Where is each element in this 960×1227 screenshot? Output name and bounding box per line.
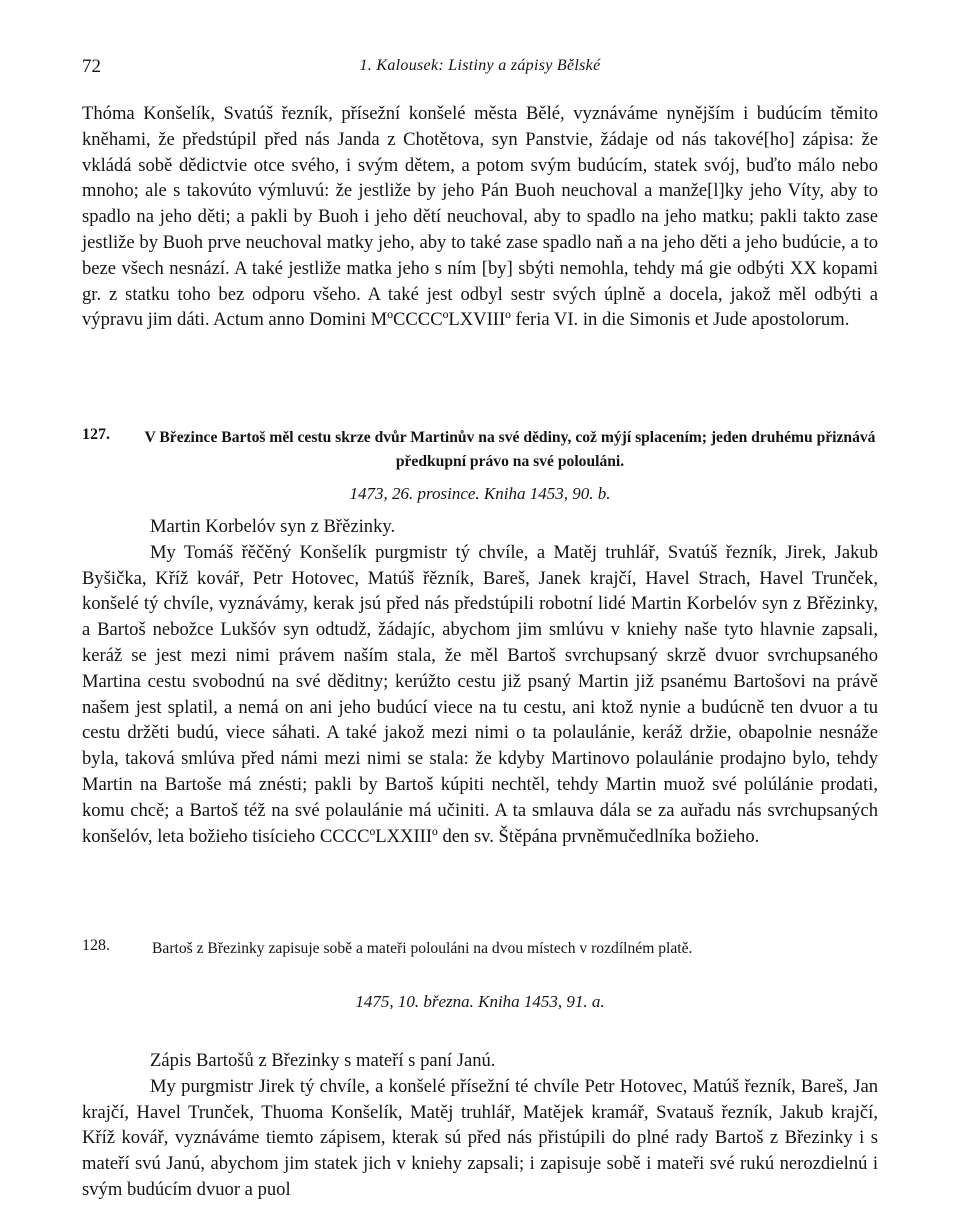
page-number: 72 [82, 56, 101, 77]
paragraph-126-continuation [82, 101, 878, 333]
entry-number: 128. [82, 937, 110, 954]
entry-subheading: Martin Korbelóv syn z Břězinky. [150, 516, 396, 537]
entry-127-heading [82, 426, 878, 474]
paragraph-text: Thóma Konšelík, Svatúš řezník, přísežní konšelé města Bělé, vyznáváme nynějším i budúcím těmito kněhami, že předstúpil před nás Janda z Chotětova, syn Panstvie, žádaje od nás takové[ho] zápisa: že vkládá sobě dědictvie otce svého, i svým dětem, a potom svým budúcím, statek svój, buďto málo nebo mnoho; ale s takovúto výmluvú: že jestliže by jeho Pán Buoh neuchoval a manže[l]ky jeho Víty, aby to spadlo na jeho děti; a pakli by Buoh i jeho dětí neuchoval, aby to spadlo na jeho matku; pakli takto zase jestliže by Buoh prve neuchoval matky jeho, aby to také zase spadlo naň a na jeho děti a jeho budúcie, a to beze všech nesnází. A také jestliže matka jeho s ním [by] sbýti nemohla, tehdy má gie odbýti XX kopami gr. z statku toho bez odporu všeho. A také jest odbyl sestr svých úplně a docela, jakož měl odbýti a výpravu jim dáti. Actum anno Domini MºCCCCºLXVIIIº feria VI. in die Simonis et Jude apostolorum. [82, 103, 878, 331]
page-header [82, 56, 878, 86]
entry-number: 127. [82, 426, 110, 443]
entry-128-date: 1475, 10. března. Kniha 1453, 91. a. [355, 992, 605, 1011]
entry-text: My purgmistr Jirek tý chvíle, a konšelé přísežní té chvíle Petr Hotovec, Matúš řezník, Bareš, Jan krajčí, Havel Trunček, Thuoma Konšelík, Matěj truhlář, Matějek kramář, Svatauš řezník, Jakub krajčí, Kříž kovář, vyznáváme tiemto zápisem, kterak sú před nás přistúpili do plné rady Bartoš z Březinky i s mateří svú Janú, abychom jim statek jich v kniehy zapsali; i zapisuje sobě i mateři své rukú nerozdielnú i svým budúcím dvuor a puol [82, 1075, 878, 1200]
entry-127-body [82, 514, 878, 849]
entry-title: V Březince Bartoš měl cestu skrze dvůr Martinův na své dědiny, což mýjí splacením; jeden druhému přiznává předkupní právo na své polouláni. [144, 429, 876, 470]
entry-128-heading [82, 937, 878, 961]
entry-127-date: 1473, 26. prosince. Kniha 1453, 90. b. [349, 484, 611, 503]
entry-title: Bartoš z Březinky zapisuje sobě a mateři polouláni na dvou místech v rozdílném platě. [152, 940, 693, 957]
entry-text: My Tomáš řěčěný Konšelík purgmistr tý chvíle, a Matěj truhlář, Svatúš řezník, Jirek, Jakub Byšička, Kříž kovář, Petr Hotovec, Matúš řězník, Bareš, Janek krajčí, Havel Strach, Havel Trunček, konšelé tý chvíle, vyznávámy, kerak jsú před nás předstúpili robotní lidé Martin Korbelóv syn z Břězinky, a Bartoš nebožce Lukšóv syn odtudž, žádajíc, abychom jim smlúvu v kniehy naše tyto hlavnie zapsali, keráž se jest mezi nimi právem naším stala, že měl Bartoš svrchupsaný skrzě dvuor svrchupsaného Martina cestu svobodnú na své děditny; kerúžto cestu již psaný Martin již psanému Bartošovi na právě našem jest splatil, a nemá on ani jeho budúcí viece na tu cestu, ani ktož nynie a budúcně ten dvuor a tu cestu držěti budú, viece sáhati. A také jakož mezi nimi o ta polaulánie, keráž držie, obapolnie nesnáže byla, taková smlúva před námi mezi nimi se stala: že kdyby Martinovo polaulánie prodajno bylo, tehdy Martin na Bartoše má znésti; pakli by Bartoš kúpiti nechtěl, tehdy Martin muož své polúlánie prodati, komu chcě; a Bartoš též na své polaulánie má učiniti. A ta smlauva dála se za auřadu nás svrchupsaných konšelóv, leta božieho tisícieho CCCCºLXXIIIº den sv. Štěpána prvněmučedlníka božieho. [82, 541, 878, 847]
running-title: 1. Kalousek: Listiny a zápisy Bělské [359, 57, 601, 74]
entry-subheading: Zápis Bartošů z Březinky s mateří s paní Janú. [150, 1050, 496, 1071]
entry-128-body [82, 1048, 878, 1203]
